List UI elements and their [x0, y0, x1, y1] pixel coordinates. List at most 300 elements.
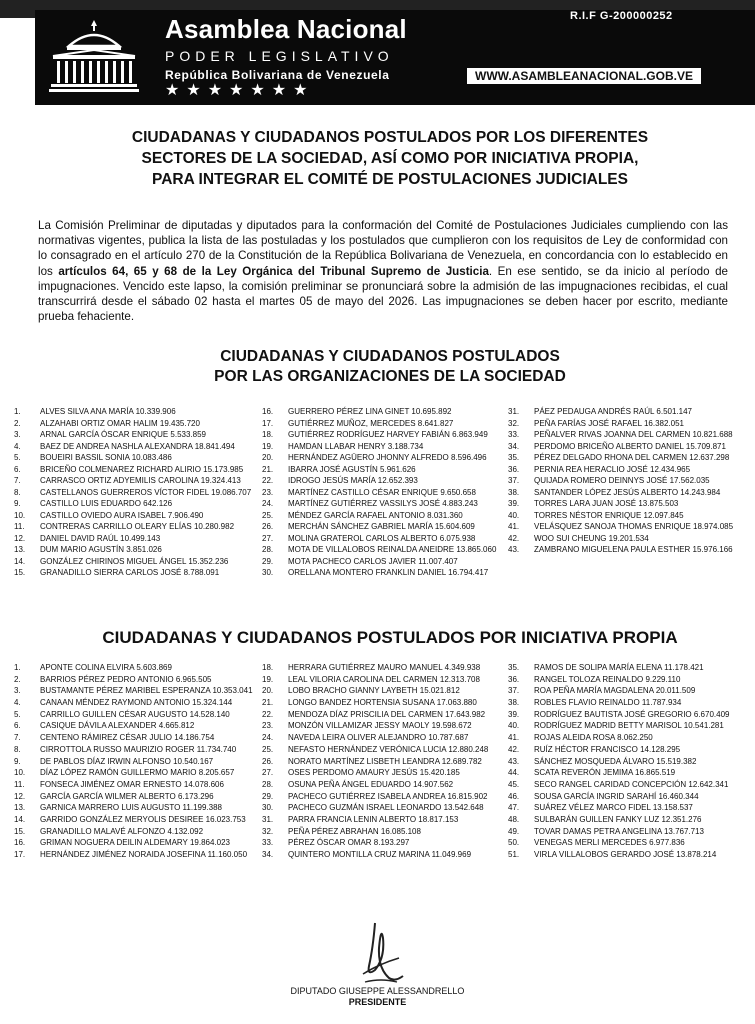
- list-item: [14, 406, 251, 418]
- organizations-list-column-2: [262, 406, 496, 579]
- list-item-name: IDROGO JESÚS MARÍA 12.652.393: [288, 476, 418, 485]
- institution-title: Asamblea Nacional: [165, 14, 407, 44]
- document-title-line2: SECTORES DE LA SOCIEDAD, ASÍ COMO POR INICIATIVA PROPIA,: [141, 150, 639, 167]
- list-item-number: 23.: [262, 721, 274, 731]
- list-item-name: HERNÁNDEZ JIMÉNEZ NORAIDA JOSEFINA 11.160.050: [40, 850, 248, 859]
- list-item-name: PACHECO GUZMÁN ISRAEL LEONARDO 13.542.648: [288, 803, 484, 813]
- list-item-name: SÁNCHEZ MOSQUEDA ÁLVARO 15.519.382: [534, 756, 697, 766]
- section-organizations-title-line1: CIUDADANAS Y CIUDADANOS POSTULADOS: [220, 348, 560, 365]
- intro-text-part2: . En ese sentido, se da inicio al período de impugnaciones. Vencido este lapso, la comisión preliminar se pronunciará sobre la admisión de las impugnaciones recibidas, el cual transcurrirá desde el sábado 02 hasta el martes 05 de mayo del 2026. Las impugnaciones se deben hacer por escrito, mediante prueba fehaciente.: [38, 264, 728, 324]
- list-item-name: CASTILLO LUIS EDUARDO 642.126: [40, 499, 173, 508]
- list-item-number: 49.: [508, 826, 520, 836]
- list-item-number: 45.: [508, 779, 520, 789]
- list-item: [262, 406, 496, 418]
- list-item-number: 13.: [14, 803, 26, 813]
- list-item-number: 37.: [508, 476, 520, 485]
- list-item-name: TORRES NÉSTOR ENRIQUE 12.097.845: [534, 510, 684, 520]
- list-item: [14, 744, 253, 756]
- list-item: [262, 662, 488, 674]
- list-item-number: 36.: [508, 464, 520, 474]
- list-item: [262, 720, 488, 732]
- list-item: [508, 406, 733, 418]
- list-item: [262, 452, 496, 464]
- list-item-name: OSUNA PEÑA ÁNGEL EDUARDO 14.907.562: [288, 779, 454, 789]
- list-item: [508, 849, 729, 861]
- list-item-number: 22.: [262, 709, 274, 719]
- list-item-name: ROA PEÑA MARÍA MAGDALENA 20.011.509: [534, 686, 696, 696]
- list-item-name: MONZÓN VILLAMIZAR JESSY MAOLY 19.598.672: [288, 721, 472, 731]
- list-item-number: 17.: [14, 850, 26, 859]
- list-item-name: SANTANDER LÓPEZ JESÚS ALBERTO 14.243.984: [534, 487, 721, 497]
- list-item-number: 1.: [14, 407, 21, 416]
- list-item: [508, 429, 733, 441]
- list-item-name: PERNIA REA HERACLIO JOSÉ 12.434.965: [534, 464, 691, 474]
- list-item-name: MOTA DE VILLALOBOS REINALDA ANEIDRE 13.865.060: [288, 545, 497, 554]
- list-item-name: MOLINA GRATEROL CARLOS ALBERTO 6.075.938: [288, 533, 476, 543]
- list-item-number: 16.: [262, 407, 274, 416]
- list-item: [262, 510, 496, 522]
- list-item-number: 18.: [262, 430, 274, 439]
- list-item-name: GUTIÉRREZ MUÑOZ, MERCEDES 8.641.827: [288, 418, 454, 428]
- list-item-number: 17.: [262, 418, 274, 428]
- list-item: [508, 744, 729, 756]
- list-item: [14, 418, 251, 430]
- list-item-number: 28.: [262, 545, 274, 554]
- list-item-name: PÉREZ DELGADO RHONA DEL CARMEN 12.637.298: [534, 453, 730, 462]
- list-item-number: 30.: [262, 803, 274, 813]
- list-item-name: RODRÍGUEZ MADRID BETTY MARISOL 10.541.281: [534, 721, 724, 731]
- list-item: [262, 767, 488, 779]
- list-item-number: 43.: [508, 545, 520, 554]
- list-item-number: 27.: [262, 768, 274, 778]
- list-item-number: 38.: [508, 487, 520, 497]
- list-item-number: 26.: [262, 522, 274, 531]
- list-item-name: PERDOMO BRICEÑO ALBERTO DANIEL 15.709.871: [534, 441, 726, 451]
- list-item: [508, 779, 729, 791]
- list-item: [508, 756, 729, 768]
- list-item-number: 15.: [14, 568, 26, 577]
- list-item: [14, 674, 253, 686]
- list-item-number: 42.: [508, 744, 520, 754]
- list-item-name: NAVEDA LEIRA OLIVER ALEJANDRO 10.787.687: [288, 733, 469, 743]
- list-item-name: RANGEL TOLOZA REINALDO 9.229.110: [534, 674, 681, 684]
- list-item-number: 9.: [14, 499, 21, 508]
- list-item-name: CONTRERAS CARRILLO OLEARY ELÍAS 10.280.982: [40, 522, 235, 531]
- list-item-number: 22.: [262, 476, 274, 485]
- section-organizations-title-line2: POR LAS ORGANIZACIONES DE LA SOCIEDAD: [214, 368, 566, 385]
- list-item-number: 42.: [508, 533, 520, 543]
- list-item: [262, 709, 488, 721]
- list-item-name: APONTE COLINA ELVIRA 5.603.869: [40, 663, 172, 672]
- list-item-number: 41.: [508, 733, 520, 743]
- list-item-name: BRICEÑO COLMENAREZ RICHARD ALIRIO 15.173.985: [40, 464, 244, 474]
- list-item-name: VENEGAS MERLI MERCEDES 6.977.836: [534, 838, 685, 848]
- list-item-number: 9.: [14, 756, 21, 766]
- list-item-name: CIRROTTOLA RUSSO MAURIZIO ROGER 11.734.740: [40, 744, 237, 754]
- list-item-name: HERNÁNDEZ AGÜERO JHONNY ALFREDO 8.596.496: [288, 453, 487, 462]
- list-item-name: ZAMBRANO MIGUELENA PAULA ESTHER 15.976.166: [534, 545, 733, 554]
- list-item-name: CENTENO RÁMIREZ CÉSAR JULIO 14.186.754: [40, 733, 215, 743]
- list-item-number: 39.: [508, 499, 520, 508]
- list-item-number: 38.: [508, 698, 520, 708]
- document-title: [40, 127, 740, 190]
- list-item-number: 34.: [508, 441, 520, 451]
- list-item: [14, 685, 253, 697]
- list-item: [14, 487, 251, 499]
- list-item-number: 33.: [508, 430, 520, 439]
- list-item: [262, 556, 496, 568]
- list-item-name: GUERRERO PÉREZ LINA GINET 10.695.892: [288, 407, 452, 416]
- list-item-number: 33.: [262, 838, 274, 848]
- section-own-initiative-title: CIUDADANAS Y CIUDADANOS POSTULADOS POR INICIATIVA PROPIA: [102, 628, 678, 647]
- list-item-number: 35.: [508, 453, 520, 462]
- list-item-name: SECO RANGEL CARIDAD CONCEPCIÓN 12.642.341: [534, 779, 729, 789]
- list-item-name: PEÑA FARÍAS JOSÉ RAFAEL 16.382.051: [534, 418, 685, 428]
- list-item-number: 21.: [262, 698, 274, 708]
- list-item-number: 11.: [14, 522, 25, 531]
- list-item-number: 40.: [508, 510, 520, 520]
- list-item: [262, 685, 488, 697]
- institution-subtitle: PODER LEGISLATIVO: [165, 48, 394, 64]
- list-item-name: MARTÍNEZ GUTIÉRREZ VASSILYS JOSÉ 4.883.243: [288, 499, 478, 508]
- list-item-name: PEÑA PÉREZ ABRAHAN 16.085.108: [288, 826, 421, 836]
- list-item: [14, 697, 253, 709]
- list-item: [262, 418, 496, 430]
- list-item-name: SOUSA GARCÍA INGRID SARAHÍ 16.460.344: [534, 791, 699, 801]
- list-item-number: 46.: [508, 791, 520, 801]
- list-item: [508, 791, 729, 803]
- own-initiative-list-column-1: [14, 662, 253, 861]
- list-item: [508, 826, 729, 838]
- list-item-number: 31.: [262, 814, 274, 824]
- list-item: [262, 674, 488, 686]
- list-item: [508, 814, 729, 826]
- list-item-name: OSES PERDOMO AMAURY JESÚS 15.420.185: [288, 768, 460, 778]
- list-item: [14, 556, 251, 568]
- list-item-number: 21.: [262, 464, 274, 474]
- list-item-number: 19.: [262, 674, 274, 684]
- list-item-number: 4.: [14, 441, 21, 451]
- list-item-name: DE PABLOS DÍAZ IRWIN ALFONSO 10.540.167: [40, 756, 214, 766]
- list-item-name: DANIEL DAVID RAÚL 10.499.143: [40, 533, 161, 543]
- stars-row: ★★★★★★★: [165, 82, 315, 99]
- capitol-building-logo-icon: [47, 16, 142, 98]
- list-item: [14, 756, 253, 768]
- list-item: [508, 418, 733, 430]
- list-item-number: 5.: [14, 709, 21, 719]
- list-item-number: 39.: [508, 709, 520, 719]
- list-item-name: QUINTERO MONTILLA CRUZ MARINA 11.049.969: [288, 850, 472, 859]
- list-item-number: 44.: [508, 768, 520, 778]
- list-item-number: 8.: [14, 744, 21, 754]
- list-item: [262, 756, 488, 768]
- list-item-number: 12.: [14, 533, 26, 543]
- list-item: [508, 544, 733, 556]
- document-title-line3: PARA INTEGRAR EL COMITÉ DE POSTULACIONES JUDICIALES: [152, 171, 628, 188]
- list-item: [14, 544, 251, 556]
- list-item-name: MENDOZA DÍAZ PRISCILIA DEL CARMEN 17.643.982: [288, 709, 486, 719]
- list-item-name: GARRIDO GONZÁLEZ MERYOLIS DESIREE 16.023.753: [40, 814, 246, 824]
- list-item-number: 51.: [508, 850, 520, 859]
- list-item: [508, 697, 729, 709]
- list-item-name: TORRES LARA JUAN JOSÉ 13.875.503: [534, 499, 679, 508]
- list-item: [508, 487, 733, 499]
- list-item-number: 43.: [508, 756, 520, 766]
- organizations-list-column-3: [508, 406, 733, 556]
- list-item-number: 5.: [14, 453, 21, 462]
- list-item-name: GRANADILLO MALAVÉ ALFONZO 4.132.092: [40, 826, 204, 836]
- list-item-name: BARRIOS PÉREZ PEDRO ANTONIO 6.965.505: [40, 674, 212, 684]
- list-item-name: PACHECO GUTIÉRREZ ISABELA ANDREA 16.815.902: [288, 791, 488, 801]
- list-item: [508, 662, 729, 674]
- document-title-line1: CIUDADANAS Y CIUDADANOS POSTULADOS POR LOS DIFERENTES: [131, 129, 649, 146]
- list-item-number: 25.: [262, 744, 274, 754]
- list-item-number: 13.: [14, 545, 26, 554]
- list-item-name: LONGO BANDEZ HORTENSIA SUSANA 17.063.880: [288, 698, 477, 708]
- list-item-number: 37.: [508, 686, 520, 696]
- list-item-name: CASIQUE DÁVILA ALEXANDER 4.665.812: [40, 721, 195, 731]
- list-item-name: RODRÍGUEZ BAUTISTA JOSÉ GREGORIO 6.670.409: [534, 709, 730, 719]
- list-item-number: 41.: [508, 522, 520, 531]
- list-item-name: CASTILLO OVIEDO AURA ISABEL 7.906.490: [40, 510, 204, 520]
- signatory-name: DIPUTADO GIUSEPPE ALESSANDRELLO: [290, 986, 465, 996]
- list-item-name: ALVES SILVA ANA MARÍA 10.339.906: [40, 407, 176, 416]
- list-item-name: CARRASCO ORTIZ ADYEMILIS CAROLINA 19.324.413: [40, 476, 241, 485]
- list-item: [262, 744, 488, 756]
- own-initiative-list-column-2: [262, 662, 488, 861]
- list-item-name: BAEZ DE ANDREA NASHLA ALEXANDRA 18.841.494: [40, 441, 235, 451]
- list-item: [262, 732, 488, 744]
- list-item-number: 2.: [14, 674, 21, 684]
- list-item: [508, 510, 733, 522]
- list-item-number: 32.: [262, 826, 274, 836]
- list-item-name: PEÑALVER RIVAS JOANNA DEL CARMEN 10.821.688: [534, 430, 733, 439]
- list-item: [262, 837, 488, 849]
- list-item: [14, 826, 253, 838]
- list-item-name: CARRILLO GUILLEN CÉSAR AUGUSTO 14.528.140: [40, 709, 230, 719]
- list-item-number: 6.: [14, 721, 21, 731]
- list-item: [14, 779, 253, 791]
- own-initiative-list-column-3: [508, 662, 729, 861]
- list-item: [14, 732, 253, 744]
- list-item-number: 50.: [508, 838, 520, 848]
- list-item-name: CASTELLANOS GUERREROS VÍCTOR FIDEL 19.086.707: [40, 487, 252, 497]
- list-item-number: 40.: [508, 721, 520, 731]
- list-item-name: MOTA PACHECO CARLOS JAVIER 11.007.407: [288, 556, 458, 566]
- list-item: [262, 544, 496, 556]
- list-item-name: DÍAZ LÓPEZ RAMÓN GUILLERMO MARIO 8.205.657: [40, 768, 235, 778]
- list-item: [262, 814, 488, 826]
- list-item: [508, 709, 729, 721]
- intro-text-part1: La Comisión Preliminar de diputadas y diputados para la conformación del Comité de Postulaciones Judiciales cumpliendo con las normativas vigentes, publica la lista de las postuladas y los postulados que cumplieron con los requisitos de Ley de conformidad con lo consagrado en el artículo 270 de la Constitución de la República Bolivariana de Venezuela, en concordancia con lo establecido en los: [38, 219, 728, 278]
- rif-number: R.I.F G-200000252: [570, 10, 673, 22]
- list-item-name: PÉREZ ÓSCAR OMAR 8.193.297: [288, 838, 410, 848]
- list-item: [262, 567, 496, 579]
- letterhead: [35, 10, 755, 105]
- list-item-number: 16.: [14, 838, 26, 848]
- organizations-list-column-1: [14, 406, 251, 579]
- list-item: [262, 533, 496, 545]
- list-item-number: 3.: [14, 430, 21, 439]
- list-item-number: 14.: [14, 814, 26, 824]
- list-item-number: 8.: [14, 487, 21, 497]
- list-item: [14, 429, 251, 441]
- list-item-name: MERCHÁN SÁNCHEZ GABRIEL MARÍA 15.604.609: [288, 522, 475, 531]
- list-item: [14, 709, 253, 721]
- list-item-name: BUSTAMANTE PÉREZ MARIBEL ESPERANZA 10.353.041: [40, 686, 253, 696]
- list-item: [262, 441, 496, 453]
- list-item: [14, 837, 253, 849]
- list-item: [14, 720, 253, 732]
- list-item-name: IBARRA JOSÉ AGUSTÍN 5.961.626: [288, 464, 416, 474]
- list-item-name: CANAAN MÉNDEZ RAYMOND ANTONIO 15.324.144: [40, 698, 233, 708]
- list-item-name: LOBO BRACHO GIANNY LAYBETH 15.021.812: [288, 686, 460, 696]
- signatory-role: PRESIDENTE: [348, 997, 407, 1007]
- list-item-number: 1.: [14, 663, 21, 672]
- list-item: [262, 802, 488, 814]
- list-item-number: 4.: [14, 698, 21, 708]
- list-item-number: 30.: [262, 568, 274, 577]
- list-item-number: 48.: [508, 814, 520, 824]
- list-item: [262, 464, 496, 476]
- list-item-name: TOVAR DAMAS PETRA ANGELINA 13.767.713: [534, 826, 705, 836]
- list-item-number: 25.: [262, 510, 274, 520]
- list-item-number: 15.: [14, 826, 26, 836]
- list-item-name: GUTIÉRREZ RODRÍGUEZ HARVEY FABIÁN 6.863.949: [288, 430, 488, 439]
- list-item-number: 28.: [262, 779, 274, 789]
- list-item-name: SULBARÁN GUILLEN FANKY LUZ 12.351.276: [534, 814, 702, 824]
- list-item-name: NEFASTO HERNÁNDEZ VERÓNICA LUCIA 12.880.248: [288, 744, 489, 754]
- list-item: [508, 533, 733, 545]
- handwritten-signature-icon: [345, 918, 415, 988]
- list-item-number: 23.: [262, 487, 274, 497]
- republic-name: República Bolivariana de Venezuela: [165, 68, 390, 82]
- list-item-number: 19.: [262, 441, 274, 451]
- list-item: [262, 791, 488, 803]
- list-item: [262, 697, 488, 709]
- list-item-number: 34.: [262, 850, 274, 859]
- list-item-name: VELÁSQUEZ SANOJA THOMAS ENRIQUE 18.974.085: [534, 522, 734, 531]
- list-item: [14, 452, 251, 464]
- list-item: [508, 732, 729, 744]
- list-item: [262, 498, 496, 510]
- list-item: [262, 429, 496, 441]
- list-item-number: 7.: [14, 476, 21, 485]
- list-item-name: GARNICA MARRERO LUIS AUGUSTO 11.199.388: [40, 803, 222, 813]
- list-item: [14, 814, 253, 826]
- list-item-number: 3.: [14, 686, 21, 696]
- list-item-name: PÁEZ PEDAUGA ANDRÉS RAÚL 6.501.147: [534, 407, 692, 416]
- list-item-name: DUM MARIO AGUSTÍN 3.851.026: [40, 545, 162, 554]
- list-item: [14, 802, 253, 814]
- list-item: [262, 487, 496, 499]
- list-item-name: BOUEIRI BASSIL SONIA 10.083.486: [40, 453, 172, 462]
- list-item-number: 20.: [262, 453, 274, 462]
- list-item-name: MARTÍNEZ CASTILLO CÉSAR ENRIQUE 9.650.658: [288, 487, 476, 497]
- list-item: [508, 498, 733, 510]
- list-item-number: 29.: [262, 556, 274, 566]
- list-item-name: WOO SUI CHEUNG 19.201.534: [534, 533, 649, 543]
- list-item: [508, 802, 729, 814]
- list-item-name: FONSECA JIMÉNEZ OMAR ERNESTO 14.078.606: [40, 779, 224, 789]
- list-item-number: 24.: [262, 499, 274, 508]
- list-item: [508, 441, 733, 453]
- list-item-number: 6.: [14, 464, 21, 474]
- list-item: [262, 826, 488, 838]
- list-item-number: 31.: [508, 407, 520, 416]
- list-item: [14, 464, 251, 476]
- list-item-number: 12.: [14, 791, 26, 801]
- list-item-name: GRANADILLO SIERRA CARLOS JOSÉ 8.788.091: [40, 568, 220, 577]
- list-item: [14, 791, 253, 803]
- intro-paragraph: [38, 218, 728, 324]
- list-item: [14, 521, 251, 533]
- list-item: [262, 779, 488, 791]
- list-item-number: 24.: [262, 733, 274, 743]
- list-item: [14, 533, 251, 545]
- list-item-number: 11.: [14, 779, 25, 789]
- list-item-number: 32.: [508, 418, 520, 428]
- list-item-number: 7.: [14, 733, 21, 743]
- list-item-number: 27.: [262, 533, 274, 543]
- list-item: [508, 475, 733, 487]
- list-item-number: 47.: [508, 803, 520, 813]
- list-item: [14, 441, 251, 453]
- list-item-name: ROJAS ALEIDA ROSA 8.062.250: [534, 733, 653, 743]
- list-item-number: 2.: [14, 418, 21, 428]
- list-item-name: NORATO MARTÍNEZ LISBETH LEANDRA 12.689.782: [288, 756, 482, 766]
- list-item-number: 10.: [14, 510, 26, 520]
- list-item: [508, 521, 733, 533]
- intro-bold-law: artículos 64, 65 y 68 de la Ley Orgánica del Tribunal Supremo de Justicia: [58, 264, 489, 278]
- list-item-name: ARNAL GARCÍA ÓSCAR ENRIQUE 5.533.859: [40, 430, 206, 439]
- list-item-name: LEAL VILORIA CAROLINA DEL CARMEN 12.313.708: [288, 674, 480, 684]
- list-item-number: 14.: [14, 556, 26, 566]
- list-item: [14, 475, 251, 487]
- list-item: [508, 720, 729, 732]
- list-item-name: GONZÁLEZ CHIRINOS MIGUEL ÁNGEL 15.352.236: [40, 556, 229, 566]
- list-item-number: 36.: [508, 674, 520, 684]
- list-item: [508, 464, 733, 476]
- list-item-name: PARRA FRANCIA LENIN ALBERTO 18.817.153: [288, 814, 459, 824]
- website-url[interactable]: WWW.ASAMBLEANACIONAL.GOB.VE: [467, 68, 701, 84]
- list-item-number: 10.: [14, 768, 26, 778]
- list-item-name: VIRLA VILLALOBOS GERARDO JOSÉ 13.878.214: [534, 850, 717, 859]
- list-item: [508, 674, 729, 686]
- list-item: [14, 510, 251, 522]
- list-item-name: HAMDAN LLABAR HENRY 3.188.734: [288, 441, 424, 451]
- list-item-name: HERRARA GUTIÉRREZ MAURO MANUEL 4.349.938: [288, 663, 481, 672]
- list-item: [508, 837, 729, 849]
- list-item-number: 29.: [262, 791, 274, 801]
- list-item-name: QUIJADA ROMERO DEINNYS JOSÉ 17.562.035: [534, 476, 710, 485]
- list-item: [508, 452, 733, 464]
- list-item: [508, 685, 729, 697]
- list-item-name: ROBLES FLAVIO REINALDO 11.787.934: [534, 698, 682, 708]
- list-item-name: RUÍZ HÉCTOR FRANCISCO 14.128.295: [534, 744, 681, 754]
- list-item-number: 20.: [262, 686, 274, 696]
- list-item: [14, 849, 253, 861]
- list-item: [262, 521, 496, 533]
- section-organizations-title: [40, 347, 740, 387]
- list-item-name: GRIMAN NOGUERA DEILIN ALDEMARY 19.864.023: [40, 838, 231, 848]
- list-item-name: GARCÍA GARCÍA WILMER ALBERTO 6.173.296: [40, 791, 214, 801]
- list-item-name: RAMOS DE SOLIPA MARÍA ELENA 11.178.421: [534, 663, 704, 672]
- list-item: [14, 498, 251, 510]
- list-item: [14, 662, 253, 674]
- list-item: [14, 567, 251, 579]
- list-item-name: SUÁREZ VÉLEZ MARCO FIDEL 13.158.537: [534, 803, 693, 813]
